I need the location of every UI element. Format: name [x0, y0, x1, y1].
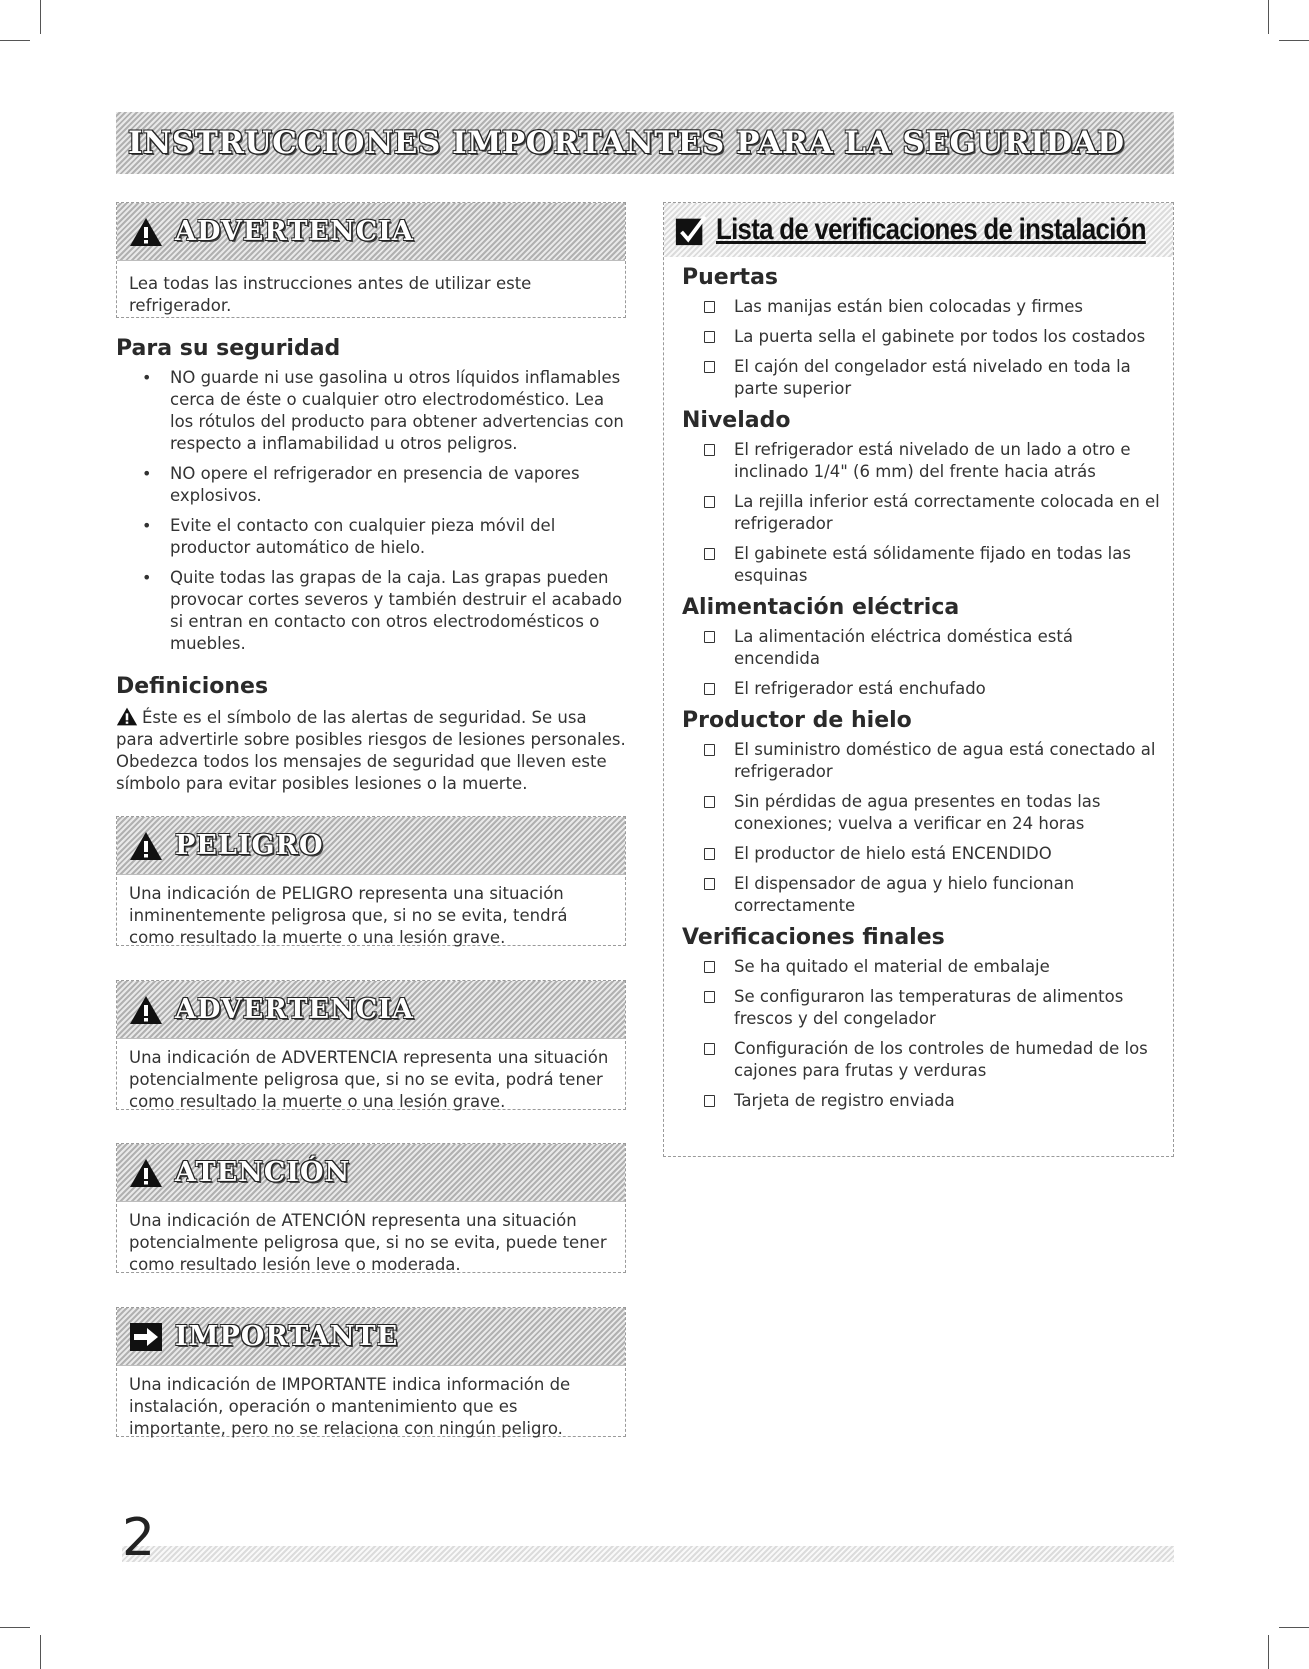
crop-mark	[0, 40, 30, 41]
intro-warning-header	[117, 203, 625, 261]
list-item	[682, 491, 1161, 535]
list-item	[682, 873, 1161, 917]
list-item	[682, 986, 1161, 1030]
list-item	[682, 439, 1161, 483]
checkbox-icon	[704, 744, 715, 756]
danger-title: PELIGRO	[175, 830, 324, 861]
list-item: • NO guarde ni use gasolina u otros líquidos inflamables cerca de éste o cualquier otro electrodoméstico. Lea los rótulos del producto para obtener advertencias con respecto a inflamabilidad u otros peligros.	[116, 367, 626, 455]
checklist-list	[682, 956, 1161, 1112]
list-item	[682, 1090, 1161, 1112]
important-title: IMPORTANTE	[175, 1321, 399, 1352]
list-item: • NO opere el refrigerador en presencia de vapores explosivos.	[116, 463, 626, 507]
checkbox-icon	[704, 496, 715, 508]
checklist-list	[682, 296, 1161, 400]
checkbox-icon	[704, 848, 715, 860]
checkbox-icon	[704, 796, 715, 808]
definitions-text: Éste es el símbolo de las alertas de seguridad. Se usa para advertirle sobre posibles riesgos de lesiones personales. Obedezca todos los mensajes de seguridad que lleven este símbolo para evitar posibles lesiones o la muerte.	[116, 708, 626, 793]
checklist-item-text: La rejilla inferior está correctamente colocada en el refrigerador	[734, 492, 1160, 533]
intro-warning-box	[116, 202, 626, 318]
checkbox-icon	[704, 1043, 715, 1055]
checkbox-icon	[704, 1095, 715, 1107]
checkbox-icon	[704, 361, 715, 373]
list-item	[682, 296, 1161, 318]
checkbox-icon	[704, 991, 715, 1003]
list-item: • Quite todas las grapas de la caja. Las grapas pueden provocar cortes severos y también destruir el acabado si entran en contacto con otros electrodomésticos o muebles.	[116, 567, 626, 655]
warning-triangle-icon	[129, 217, 163, 247]
page-title-banner	[116, 112, 1174, 174]
checklist-item-text: Se configuraron las temperaturas de alimentos frescos y del congelador	[734, 987, 1124, 1028]
page-title: INSTRUCCIONES IMPORTANTES PARA LA SEGURIDAD	[128, 125, 1125, 161]
warning-box	[116, 980, 626, 1110]
checkbox-icon	[704, 444, 715, 456]
arrow-right-icon	[129, 1322, 163, 1352]
checklist-list	[682, 626, 1161, 700]
crop-mark	[0, 1627, 30, 1628]
checklist-section-heading: Productor de hielo	[682, 708, 912, 733]
checklist-section-heading: Verificaciones finales	[682, 925, 945, 950]
checklist-item-text: El dispensador de agua y hielo funcionan correctamente	[734, 874, 1075, 915]
checkbox-icon	[704, 878, 715, 890]
checklist-item-text: Tarjeta de registro enviada	[734, 1091, 955, 1110]
warning-triangle-icon	[129, 831, 163, 861]
list-item	[682, 739, 1161, 783]
list-item	[682, 678, 1161, 700]
caution-header	[117, 1144, 625, 1202]
checkbox-icon	[704, 331, 715, 343]
important-text: Una indicación de IMPORTANTE indica información de instalación, operación o mantenimiento que es importante, pero no se relaciona con ningún peligro.	[129, 1375, 571, 1438]
checklist-item-text: El cajón del congelador está nivelado en toda la parte superior	[734, 357, 1131, 398]
warning-triangle-icon	[116, 707, 138, 726]
checklist-item-text: El suministro doméstico de agua está conectado al refrigerador	[734, 740, 1156, 781]
installation-checklist	[663, 202, 1174, 1157]
definitions-heading: Definiciones	[116, 674, 269, 699]
crop-mark	[1268, 0, 1269, 34]
checklist-item-text: El gabinete está sólidamente fijado en todas las esquinas	[734, 544, 1131, 585]
safety-heading: Para su seguridad	[116, 336, 341, 361]
checklist-item-text: Configuración de los controles de humedad de los cajones para frutas y verduras	[734, 1039, 1148, 1080]
crop-mark	[1268, 1635, 1269, 1669]
checklist-item-text: El refrigerador está enchufado	[734, 679, 986, 698]
checkbox-icon	[704, 631, 715, 643]
checklist-item-text: Se ha quitado el material de embalaje	[734, 957, 1050, 976]
page-number: 2	[122, 1508, 156, 1568]
list-item	[682, 1038, 1161, 1082]
important-box	[116, 1307, 626, 1437]
checklist-section-heading: Nivelado	[682, 408, 791, 433]
danger-text: Una indicación de PELIGRO representa una situación inminentemente peligrosa que, si no se evita, tendrá como resultado la muerte o una lesión grave.	[129, 884, 568, 947]
warning-title: ADVERTENCIA	[175, 994, 414, 1025]
checkbox-icon	[704, 683, 715, 695]
intro-warning-title: ADVERTENCIA	[175, 216, 414, 247]
caution-text: Una indicación de ATENCIÓN representa una situación potencialmente peligrosa que, si no se evita, puede tener como resultado lesión leve o moderada.	[129, 1211, 607, 1274]
checklist-item-text: La alimentación eléctrica doméstica está encendida	[734, 627, 1073, 668]
list-item	[682, 843, 1161, 865]
crop-mark	[1279, 40, 1309, 41]
checklist-list	[682, 739, 1161, 917]
list-item: • Evite el contacto con cualquier pieza móvil del productor automático de hielo.	[116, 515, 626, 559]
warning-header	[117, 981, 625, 1039]
list-item	[682, 326, 1161, 348]
checkmark-icon	[674, 213, 708, 247]
checklist-section-heading: Alimentación eléctrica	[682, 595, 960, 620]
crop-mark	[40, 1635, 41, 1669]
checklist-body	[664, 257, 1173, 1112]
caution-title: ATENCIÓN	[175, 1157, 351, 1188]
footer-bar	[122, 1546, 1174, 1562]
list-item	[682, 791, 1161, 835]
list-item	[682, 543, 1161, 587]
checklist-title: Lista de verificaciones de instalación	[716, 213, 1146, 246]
checklist-item-text: El productor de hielo está ENCENDIDO	[734, 844, 1052, 863]
checklist-item-text: La puerta sella el gabinete por todos los costados	[734, 327, 1146, 346]
danger-box	[116, 816, 626, 946]
crop-mark	[1279, 1627, 1309, 1628]
important-header	[117, 1308, 625, 1366]
caution-box	[116, 1143, 626, 1273]
definitions-paragraph	[116, 707, 626, 795]
definitions-section	[116, 674, 626, 795]
checkbox-icon	[704, 301, 715, 313]
warning-triangle-icon	[129, 1158, 163, 1188]
checklist-list	[682, 439, 1161, 587]
safety-section	[116, 336, 626, 663]
list-item	[682, 626, 1161, 670]
intro-warning-text: Lea todas las instrucciones antes de utilizar este refrigerador.	[129, 274, 532, 315]
checkbox-icon	[704, 548, 715, 560]
list-item	[682, 956, 1161, 978]
danger-header	[117, 817, 625, 875]
checkbox-icon	[704, 961, 715, 973]
list-item	[682, 356, 1161, 400]
checklist-item-text: Sin pérdidas de agua presentes en todas las conexiones; vuelva a verificar en 24 horas	[734, 792, 1101, 833]
warning-text: Una indicación de ADVERTENCIA representa una situación potencialmente peligrosa que, si no se evita, podrá tener como resultado la muerte o una lesión grave.	[129, 1048, 609, 1111]
checklist-section-heading: Puertas	[682, 265, 779, 290]
checklist-item-text: El refrigerador está nivelado de un lado a otro e inclinado 1/4" (6 mm) del frente hacia atrás	[734, 440, 1131, 481]
checklist-item-text: Las manijas están bien colocadas y firmes	[734, 297, 1084, 316]
checklist-header	[664, 203, 1173, 257]
warning-triangle-icon	[129, 995, 163, 1025]
crop-mark	[40, 0, 41, 34]
safety-list	[116, 367, 626, 655]
